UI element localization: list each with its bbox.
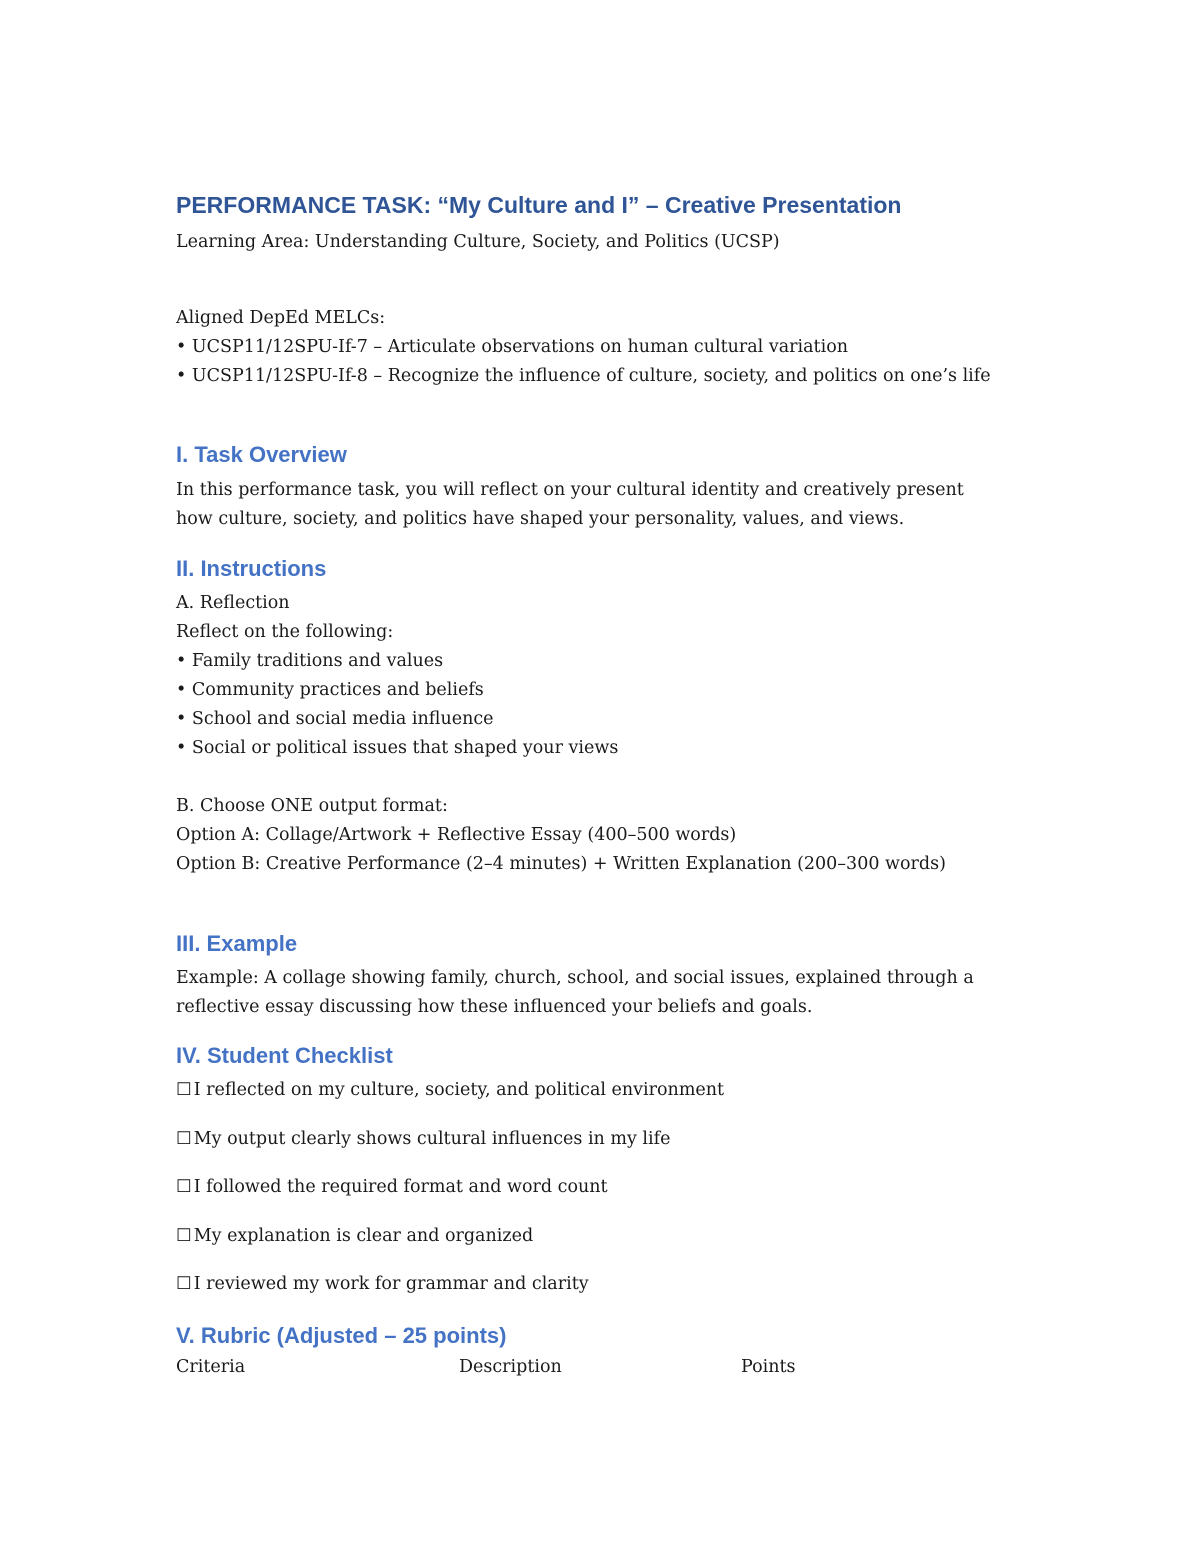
checklist-item bbox=[176, 1222, 533, 1251]
checkbox-icon: ☐ bbox=[176, 1274, 192, 1294]
checkbox-icon: ☐ bbox=[176, 1177, 192, 1197]
reflection-item: • Social or political issues that shaped your views bbox=[176, 738, 619, 758]
checklist-item bbox=[176, 1173, 608, 1202]
rubric-column-header: Criteria bbox=[176, 1357, 246, 1377]
checkbox-icon: ☐ bbox=[176, 1080, 192, 1100]
melc-item: • UCSP11/12SPU-If-7 – Articulate observations on human cultural variation bbox=[176, 337, 848, 357]
section-heading-rubric: V. Rubric (Adjusted – 25 points) bbox=[176, 1323, 507, 1348]
section-heading-checklist: IV. Student Checklist bbox=[176, 1043, 393, 1068]
output-option: Option B: Creative Performance (2–4 minutes) + Written Explanation (200–300 words) bbox=[176, 854, 946, 874]
output-format-label: B. Choose ONE output format: bbox=[176, 796, 448, 816]
reflection-item: • School and social media influence bbox=[176, 709, 494, 729]
checklist-item-label: I reviewed my work for grammar and clarity bbox=[193, 1274, 589, 1294]
checklist-item bbox=[176, 1076, 724, 1105]
reflection-item: • Family traditions and values bbox=[176, 651, 444, 671]
overview-line: how culture, society, and politics have shaped your personality, values, and views. bbox=[176, 509, 905, 529]
overview-line: In this performance task, you will reflect on your cultural identity and creatively present bbox=[176, 480, 964, 500]
checklist-item-label: I followed the required format and word count bbox=[193, 1177, 608, 1197]
checklist-item-label: My explanation is clear and organized bbox=[193, 1226, 534, 1246]
melc-item: • UCSP11/12SPU-If-8 – Recognize the influence of culture, society, and politics on one’s life bbox=[176, 366, 991, 386]
checklist-item-label: I reflected on my culture, society, and political environment bbox=[193, 1080, 725, 1100]
learning-area: Learning Area: Understanding Culture, Society, and Politics (UCSP) bbox=[176, 232, 780, 252]
document-title: PERFORMANCE TASK: “My Culture and I” – Creative Presentation bbox=[176, 192, 902, 218]
example-line: Example: A collage showing family, church, school, and social issues, explained through a bbox=[176, 968, 974, 988]
checklist-item bbox=[176, 1125, 670, 1154]
checklist-item bbox=[176, 1270, 589, 1299]
rubric-column-header: Description bbox=[459, 1357, 562, 1377]
checklist-item-label: My output clearly shows cultural influences in my life bbox=[193, 1129, 671, 1149]
section-heading-example: III. Example bbox=[176, 931, 298, 956]
rubric-column-header: Points bbox=[741, 1357, 796, 1377]
section-heading-instructions: II. Instructions bbox=[176, 556, 327, 581]
example-line: reflective essay discussing how these influenced your beliefs and goals. bbox=[176, 997, 813, 1017]
checkbox-icon: ☐ bbox=[176, 1129, 192, 1149]
melcs-heading: Aligned DepEd MELCs: bbox=[176, 308, 386, 328]
checkbox-icon: ☐ bbox=[176, 1226, 192, 1246]
reflection-label: A. Reflection bbox=[176, 593, 290, 613]
reflection-item: • Community practices and beliefs bbox=[176, 680, 484, 700]
reflection-intro: Reflect on the following: bbox=[176, 622, 394, 642]
section-heading-overview: I. Task Overview bbox=[176, 442, 347, 467]
output-option: Option A: Collage/Artwork + Reflective Essay (400–500 words) bbox=[176, 825, 737, 845]
